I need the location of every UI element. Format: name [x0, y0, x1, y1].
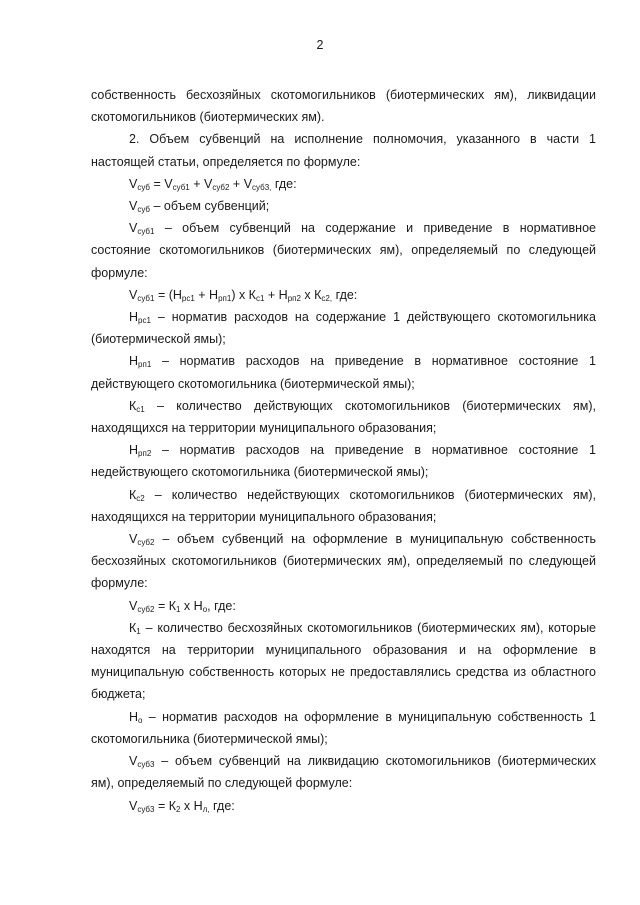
text-run: + Н — [194, 287, 219, 302]
paragraph — [91, 350, 596, 394]
paragraph — [91, 706, 596, 750]
paragraph — [91, 795, 596, 817]
subscript: суб — [137, 205, 151, 215]
subscript: рп2 — [287, 293, 301, 303]
subscript: суб — [137, 182, 151, 192]
text-run: = К — [154, 798, 176, 813]
subscript: рс1 — [138, 316, 151, 326]
text-run: – норматив расходов на содержание 1 действующего скотомогильника (биотермической ямы); — [91, 310, 596, 347]
text-run: – объем субвенций на ликвидацию скотомогильников (биотермических ям), определяемый по следующей формуле: — [91, 754, 596, 791]
text-run: – объем субвенций на содержание и приведение в нормативное состояние скотомогильников (биотермических ям), определяемый по следующей формуле: — [91, 221, 596, 280]
text-run: х К — [300, 287, 322, 302]
subscript: с2, — [321, 293, 333, 303]
text-run: – норматив расходов на приведение в нормативное состояние 1 недействующего скотомогильника (биотермической ямы); — [91, 443, 596, 480]
text-run: ) х К — [231, 287, 256, 302]
subscript: суб1 — [137, 227, 155, 237]
text-run: – количество бесхозяйных скотомогильников (биотермических ям), которые находятся на территории муниципального образования и на оформление в муниципальную собственность которых не предоставлялись средства из областного бюджета; — [91, 620, 596, 702]
paragraph — [91, 439, 596, 483]
text-run: V — [129, 287, 138, 302]
paragraph — [91, 195, 596, 217]
text-run: + V — [229, 176, 253, 191]
paragraph — [91, 128, 596, 172]
text-run: – норматив расходов на оформление в муниципальную собственность 1 скотомогильника (биотермической ямы); — [91, 709, 596, 746]
text-run: 2. Объем субвенций на исполнение полномочия, указанного в части 1 настоящей статьи, определяется по формуле: — [91, 132, 596, 169]
text-run: V — [129, 532, 138, 547]
subscript: рп1 — [218, 293, 232, 303]
paragraph — [91, 750, 596, 794]
text-run: = (Н — [154, 287, 182, 302]
text-run: = К — [154, 598, 176, 613]
text-run: V — [129, 199, 138, 214]
paragraph — [91, 173, 596, 195]
text-run: К — [129, 487, 137, 502]
text-run: х Н — [180, 798, 203, 813]
text-run: V — [129, 754, 138, 769]
text-run: – объем субвенций; — [150, 199, 270, 214]
subscript: с1 — [255, 293, 265, 303]
paragraph — [91, 528, 596, 595]
paragraph — [91, 617, 596, 706]
paragraph — [91, 306, 596, 350]
subscript: суб2 — [137, 538, 155, 548]
text-run: – норматив расходов на приведение в нормативное состояние 1 действующего скотомогильника (биотермической ямы); — [91, 354, 596, 391]
subscript: о — [138, 715, 143, 725]
text-run: Н — [129, 443, 139, 458]
subscript: суб3, — [252, 182, 272, 192]
text-run: – объем субвенций на оформление в муниципальную собственность бесхозяйных скотомогильников (биотермических ям), определяемый по следующей формуле: — [91, 532, 596, 591]
paragraph — [91, 284, 596, 306]
page-number: 2 — [316, 38, 324, 52]
document-body — [91, 84, 596, 817]
text-run: V — [129, 176, 138, 191]
subscript: 1 — [176, 604, 181, 614]
text-run: + Н — [264, 287, 288, 302]
subscript: с2 — [136, 493, 145, 503]
text-run: К — [129, 620, 137, 635]
text-run: где: — [332, 287, 358, 302]
paragraph — [91, 84, 596, 128]
subscript: 2 — [176, 804, 181, 814]
text-run: V — [129, 221, 138, 236]
text-run: Н — [129, 354, 139, 369]
text-run: , где: — [207, 598, 236, 613]
text-run: = V — [150, 176, 173, 191]
subscript: суб2 — [137, 604, 155, 614]
subscript: о — [202, 604, 208, 614]
subscript: суб2 — [212, 182, 230, 192]
text-run: собственность бесхозяйных скотомогильников (биотермических ям), ликвидации скотомогильников (биотермических ям). — [91, 88, 596, 125]
paragraph — [91, 484, 596, 528]
text-run: х Н — [180, 598, 203, 613]
subscript: 1 — [136, 626, 141, 636]
subscript: л, — [202, 804, 210, 814]
subscript: рс1 — [181, 293, 195, 303]
paragraph — [91, 395, 596, 439]
paragraph — [91, 217, 596, 284]
text-run: где: — [271, 176, 297, 191]
text-run: V — [129, 798, 138, 813]
text-run: Н — [129, 709, 139, 724]
subscript: суб1 — [172, 182, 190, 192]
text-run: – количество недействующих скотомогильников (биотермических ям), находящихся на территории муниципального образования; — [91, 487, 596, 524]
subscript: суб3 — [137, 804, 155, 814]
text-run: Н — [129, 310, 139, 325]
subscript: рп2 — [138, 449, 152, 459]
subscript: с1 — [136, 404, 145, 414]
text-run: + V — [189, 176, 213, 191]
text-run: К — [129, 398, 137, 413]
subscript: рп1 — [138, 360, 152, 370]
paragraph — [91, 595, 596, 617]
subscript: суб3 — [137, 760, 155, 770]
text-run: V — [129, 598, 138, 613]
text-run: где: — [209, 798, 235, 813]
subscript: суб1 — [137, 293, 155, 303]
text-run: – количество действующих скотомогильников (биотермических ям), находящихся на территории муниципального образования; — [91, 398, 596, 436]
